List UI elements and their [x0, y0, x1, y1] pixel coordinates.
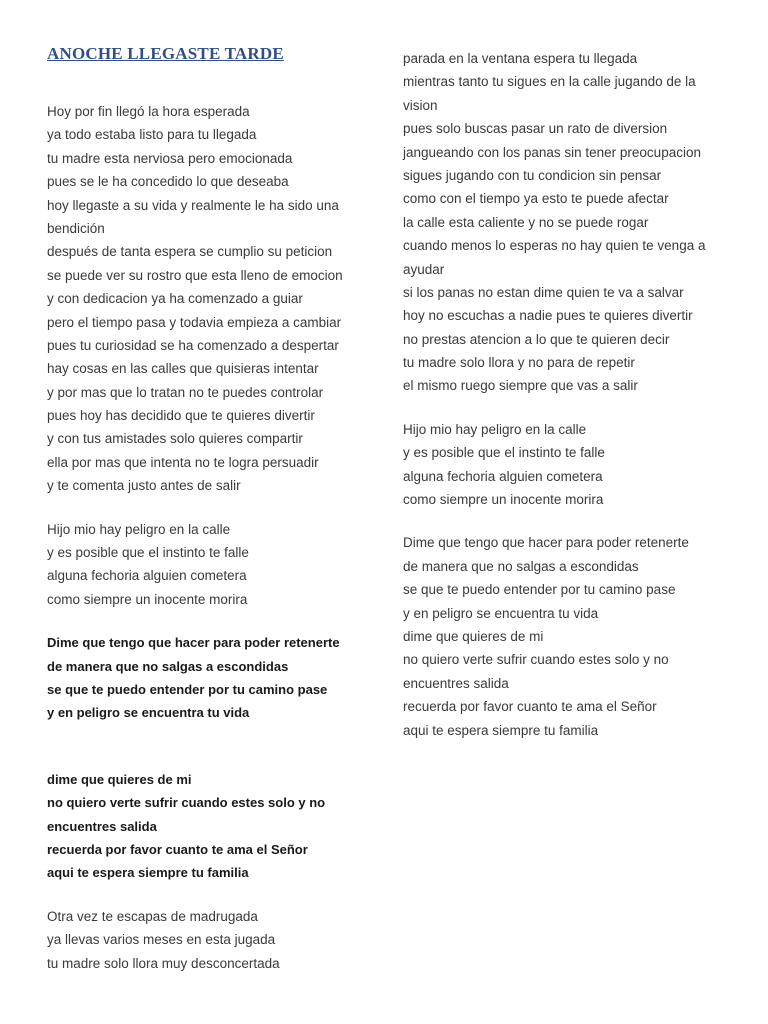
stanza-bridge-bold-2 [47, 768, 377, 885]
lyric-line-bold: encuentres salida [47, 818, 157, 834]
lyric-line: no prestas atencion a lo que te quieren decir [403, 331, 670, 347]
lyric-line: Hijo mio hay peligro en la calle [403, 421, 587, 437]
lyric-line: tu madre solo llora muy desconcertada [47, 955, 280, 971]
lyric-line: y en peligro se encuentra tu vida [403, 605, 599, 621]
lyric-line: dime que quieres de mi [403, 628, 544, 644]
lyric-line: como con el tiempo ya esto te puede afectar [403, 191, 669, 207]
lyric-line: no quiero verte sufrir cuando estes solo y no [403, 652, 669, 668]
stanza-chorus-1 [47, 518, 377, 612]
left-column [47, 100, 377, 975]
lyric-line: pues hoy has decidido que te quieres divertir [47, 408, 315, 424]
lyric-line: Dime que tengo que hacer para poder retenerte [403, 535, 689, 551]
lyric-line: cuando menos lo esperas no hay quien te venga a [403, 238, 706, 254]
lyric-line: parada en la ventana espera tu llegada [403, 51, 638, 66]
lyric-line-bold: aqui te espera siempre tu familia [47, 865, 249, 881]
lyric-line: mientras tanto tu sigues en la calle jugando de la [403, 74, 696, 90]
lyric-line: jangueando con los panas sin tener preocupacion [403, 144, 701, 160]
lyric-line: hay cosas en las calles que quisieras intentar [47, 361, 319, 377]
lyric-line: y con tus amistades solo quieres compartir [47, 431, 303, 447]
lyric-line: alguna fechoria alguien cometera [47, 568, 247, 584]
lyric-line: ayudar [403, 261, 445, 277]
lyric-line: como siempre un inocente morira [403, 492, 604, 508]
lyric-line: hoy llegaste a su vida y realmente le ha sido una [47, 197, 339, 213]
lyric-line: el mismo ruego siempre que vas a salir [403, 378, 638, 394]
lyric-line-bold: recuerda por favor cuanto te ama el Señor [47, 841, 308, 857]
lyric-line: pero el tiempo pasa y todavia empieza a cambiar [47, 314, 342, 330]
lyric-line: Hoy por fin llegó la hora esperada [47, 104, 250, 119]
lyric-line: pues se le ha concedido lo que deseaba [47, 174, 289, 190]
lyric-line: y es posible que el instinto te falle [403, 445, 605, 461]
lyric-line: y te comenta justo antes de salir [47, 478, 241, 494]
lyric-line: la calle esta caliente y no se puede rogar [403, 214, 649, 230]
lyric-line: tu madre esta nerviosa pero emocionada [47, 150, 293, 166]
stanza-verse-2-continued [403, 47, 733, 398]
lyric-line: aqui te espera siempre tu familia [403, 722, 599, 738]
stanza-chorus-2 [403, 418, 733, 512]
stanza-verse-1 [47, 100, 377, 498]
lyric-line: encuentres salida [403, 675, 509, 691]
lyric-line: alguna fechoria alguien cometera [403, 468, 603, 484]
lyric-line: después de tanta espera se cumplio su peticion [47, 244, 333, 260]
lyric-line: se que te puedo entender por tu camino pase [403, 582, 676, 598]
lyric-line: Otra vez te escapas de madrugada [47, 908, 258, 924]
lyric-line: y por mas que lo tratan no te puedes controlar [47, 384, 324, 400]
lyric-line: ya todo estaba listo para tu llegada [47, 127, 257, 143]
lyric-line: pues solo buscas pasar un rato de diversion [403, 121, 668, 137]
lyric-line-bold: no quiero verte sufrir cuando estes solo y no [47, 795, 326, 811]
lyric-line: bendición [47, 220, 105, 236]
lyric-line: ya llevas varios meses en esta jugada [47, 932, 276, 948]
lyric-line: y es posible que el instinto te falle [47, 545, 249, 561]
right-column [403, 47, 733, 742]
lyric-line-bold: se que te puedo entender por tu camino pase [47, 681, 328, 697]
lyric-line-bold: de manera que no salgas a escondidas [47, 658, 289, 674]
lyric-line: como siempre un inocente morira [47, 591, 248, 607]
lyric-line: hoy no escuchas a nadie pues te quieres divertir [403, 308, 693, 324]
stanza-bridge-bold-1 [47, 631, 377, 725]
lyric-line: se puede ver su rostro que esta lleno de emocion [47, 267, 343, 283]
lyric-line-bold: y en peligro se encuentra tu vida [47, 705, 250, 721]
lyric-line: Hijo mio hay peligro en la calle [47, 521, 231, 537]
lyric-line-bold: Dime que tengo que hacer para poder retenerte [47, 635, 340, 651]
lyric-line: tu madre solo llora y no para de repetir [403, 355, 635, 371]
lyric-line: sigues jugando con tu condicion sin pensar [403, 167, 662, 183]
lyric-line: y con dedicacion ya ha comenzado a guiar [47, 291, 303, 307]
lyric-line: vision [403, 97, 438, 113]
lyric-line: ella por mas que intenta no te logra persuadir [47, 454, 319, 470]
lyric-line: recuerda por favor cuanto te ama el Señor [403, 699, 657, 715]
stanza-bridge-2 [403, 531, 733, 742]
lyric-line: pues tu curiosidad se ha comenzado a despertar [47, 337, 339, 353]
lyric-line: de manera que no salgas a escondidas [403, 558, 639, 574]
stanza-verse-2 [47, 905, 377, 975]
lyric-line-bold: dime que quieres de mi [47, 771, 192, 787]
song-title: ANOCHE LLEGASTE TARDE [47, 44, 284, 63]
lyric-line: si los panas no estan dime quien te va a salvar [403, 284, 684, 300]
